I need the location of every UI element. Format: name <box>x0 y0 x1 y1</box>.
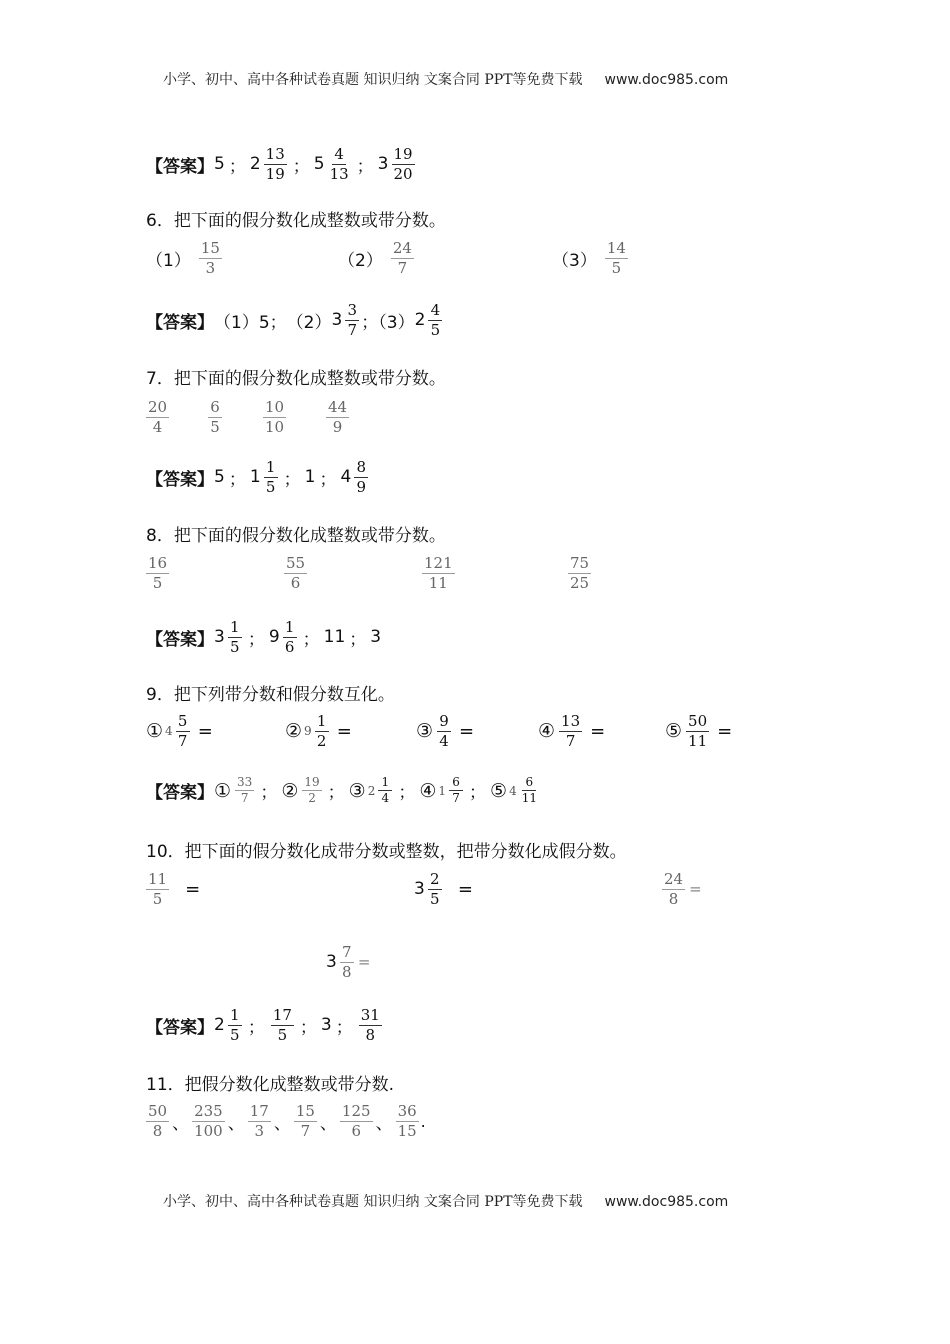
fraction <box>437 713 451 749</box>
page-footer <box>163 1191 728 1211</box>
answer-value: 11 <box>323 627 346 647</box>
item-label: （1） <box>146 250 191 271</box>
denominator: 11 <box>521 791 537 806</box>
q10-item-3 <box>660 871 702 907</box>
fraction <box>392 146 415 182</box>
denominator: 15 <box>397 1121 417 1140</box>
whole-part: 2 <box>214 1015 225 1035</box>
fraction <box>345 302 359 338</box>
fraction <box>192 1103 225 1139</box>
numerator: 4 <box>332 146 346 165</box>
whole-part: 4 <box>165 724 173 738</box>
answer-tag: 【答案】 <box>146 783 214 804</box>
denominator: 5 <box>277 1025 288 1044</box>
numerator: 44 <box>328 398 348 416</box>
answer-q8 <box>146 619 381 655</box>
denominator: 2 <box>308 791 316 806</box>
equals-sign: = <box>459 720 475 742</box>
question-8-title: 8．把下面的假分数化成整数或带分数。 <box>146 526 446 546</box>
denominator: 3 <box>205 258 216 277</box>
separator: ； <box>469 783 487 804</box>
whole-part: 2 <box>414 310 426 330</box>
denominator: 8 <box>342 962 352 981</box>
numerator: 24 <box>392 239 412 257</box>
enumeration-comma: 、 <box>273 1113 291 1134</box>
separator: ； <box>292 156 310 177</box>
separator: ； <box>398 783 416 804</box>
fraction <box>340 1103 373 1139</box>
fraction <box>302 776 321 805</box>
fraction <box>271 1007 294 1043</box>
separator: ； <box>228 156 246 177</box>
denominator: 6 <box>351 1121 362 1140</box>
footer-url[interactable]: www.doc985.com <box>604 1194 729 1210</box>
answer-q9 <box>146 776 541 805</box>
answer-q10 <box>146 1007 384 1043</box>
header-text: 小学、初中、高中各种试卷真题 知识归纳 文案合同 PPT等免费下载 <box>163 72 583 88</box>
whole-part: 4 <box>509 783 517 798</box>
fraction <box>340 944 354 980</box>
numerator: 15 <box>200 239 220 257</box>
numerator: 14 <box>606 239 626 257</box>
denominator: 8 <box>152 1121 163 1140</box>
numerator: 7 <box>340 944 354 963</box>
denominator: 5 <box>152 573 163 592</box>
numerator: 15 <box>295 1102 315 1120</box>
q9-item-1 <box>146 713 213 749</box>
footer-text: 小学、初中、高中各种试卷真题 知识归纳 文案合同 PPT等免费下载 <box>163 1194 583 1210</box>
q11-items <box>144 1103 426 1139</box>
fraction <box>176 713 190 749</box>
whole-part: 2 <box>249 154 261 174</box>
fraction <box>264 146 287 182</box>
whole-part: 3 <box>377 154 389 174</box>
separator: ； <box>327 783 345 804</box>
fraction <box>228 619 242 655</box>
mixed-number <box>250 459 280 495</box>
numerator: 5 <box>176 713 190 732</box>
numerator: 10 <box>265 398 285 416</box>
equals-sign: = <box>717 720 733 742</box>
numerator: 17 <box>249 1102 269 1120</box>
denominator: 9 <box>356 477 367 496</box>
equals-sign: = <box>357 953 371 971</box>
answer-value: 1 <box>304 467 316 487</box>
q9-item-2 <box>285 713 352 749</box>
numerator: 50 <box>688 712 708 730</box>
q6-item-1 <box>146 240 224 276</box>
whole-part: 3 <box>331 310 343 330</box>
denominator: 11 <box>688 731 708 750</box>
answer-value: 5 <box>214 467 225 487</box>
fraction <box>520 776 539 805</box>
enumeration-comma: 、 <box>227 1113 245 1134</box>
q10-item-4 <box>326 944 370 980</box>
numerator: 55 <box>286 554 306 572</box>
enumeration-comma: 、 <box>319 1113 337 1134</box>
fraction <box>422 555 455 591</box>
denominator: 13 <box>329 164 349 183</box>
fraction <box>378 776 392 805</box>
q6-item-2 <box>338 240 416 276</box>
q10-item-1 <box>144 871 200 907</box>
denominator: 25 <box>570 573 590 592</box>
answer-value: 3 <box>320 1015 332 1035</box>
numerator: 1 <box>228 619 242 638</box>
fraction <box>605 240 628 276</box>
circled-number: ② <box>285 720 303 742</box>
item-label: （3） <box>552 250 597 271</box>
denominator: 5 <box>611 258 622 277</box>
whole-part: 3 <box>326 952 337 972</box>
fraction <box>208 399 222 435</box>
whole-part: 9 <box>304 724 312 738</box>
circled-number: ⑤ <box>665 720 683 742</box>
denominator: 5 <box>152 889 163 908</box>
answer-tag: 【答案】 <box>146 469 214 490</box>
circled-number: ① <box>214 779 232 802</box>
denominator: 10 <box>265 417 285 436</box>
question-6-title: 6．把下面的假分数化成整数或带分数。 <box>146 211 446 231</box>
whole-part: 4 <box>340 467 352 487</box>
denominator: 6 <box>290 573 301 592</box>
whole-part: 5 <box>313 154 325 174</box>
circled-number: ④ <box>419 779 437 802</box>
answer-q5 <box>146 146 417 182</box>
fraction <box>449 776 463 805</box>
fraction <box>235 776 254 805</box>
denominator: 7 <box>300 1121 311 1140</box>
q10-item-2 <box>414 871 473 907</box>
item-label: （2） <box>338 250 383 271</box>
fraction <box>199 240 222 276</box>
fraction <box>263 399 286 435</box>
numerator: 4 <box>428 302 442 321</box>
numerator: 6 <box>522 776 536 791</box>
mixed-number <box>314 146 353 182</box>
denominator: 2 <box>316 731 327 750</box>
equals-sign: = <box>336 720 352 742</box>
mixed-number <box>214 619 244 655</box>
denominator: 3 <box>254 1121 265 1140</box>
numerator: 36 <box>397 1102 417 1120</box>
numerator: 1 <box>315 713 329 732</box>
mixed-number <box>340 459 370 495</box>
enumeration-comma: 、 <box>375 1113 393 1134</box>
fraction <box>662 871 685 907</box>
circled-number: ① <box>146 720 164 742</box>
answer-q6 <box>146 302 444 338</box>
q6-item-3 <box>552 240 630 276</box>
separator: ； <box>247 1017 265 1038</box>
fraction <box>146 871 169 907</box>
fraction <box>326 399 349 435</box>
fraction <box>315 713 329 749</box>
denominator: 7 <box>177 731 188 750</box>
equals-sign: = <box>197 720 213 742</box>
numerator: 24 <box>664 870 684 888</box>
separator: ； <box>356 156 374 177</box>
answer-tag: 【答案】 <box>146 629 214 650</box>
numerator: 75 <box>570 554 590 572</box>
whole-part: 3 <box>214 627 225 647</box>
equals-sign: = <box>457 878 473 900</box>
whole-part: 1 <box>249 467 261 487</box>
answer-tag: 【答案】 <box>146 1017 214 1038</box>
equals-sign: = <box>185 878 201 900</box>
mixed-number <box>214 1007 244 1043</box>
numerator: 13 <box>265 145 285 163</box>
denominator: 19 <box>265 164 285 183</box>
whole-part: 9 <box>268 627 280 647</box>
numerator: 1 <box>283 619 297 638</box>
circled-number: ④ <box>538 720 556 742</box>
fraction <box>428 871 442 907</box>
equals-sign: = <box>590 720 606 742</box>
denominator: 5 <box>430 889 440 908</box>
question-7-title: 7．把下面的假分数化成整数或带分数。 <box>146 369 446 389</box>
numerator: 125 <box>341 1102 371 1120</box>
circled-number: ③ <box>416 720 434 742</box>
numerator: 9 <box>437 713 451 732</box>
denominator: 20 <box>393 164 413 183</box>
denominator: 100 <box>194 1121 223 1140</box>
numerator: 121 <box>424 554 453 572</box>
denominator: 7 <box>565 731 576 750</box>
fraction <box>294 1103 317 1139</box>
separator: ； <box>247 629 265 650</box>
numerator: 19 <box>302 776 321 791</box>
denominator: 7 <box>397 258 408 277</box>
answer-tag: 【答案】 <box>146 156 214 177</box>
fraction <box>264 459 278 495</box>
separator: ； <box>335 1017 353 1038</box>
mixed-number <box>331 302 361 338</box>
separator: ； <box>299 1017 317 1038</box>
separator: ； <box>228 469 246 490</box>
mixed-number <box>269 619 299 655</box>
numerator: 8 <box>354 459 368 478</box>
question-10-title: 10．把下面的假分数化成带分数或整数，把带分数化成假分数。 <box>146 842 627 862</box>
fraction <box>568 555 591 591</box>
answer-part: ；（3） <box>361 312 415 333</box>
denominator: 5 <box>430 320 441 339</box>
numerator: 16 <box>148 554 168 572</box>
denominator: 8 <box>668 889 679 908</box>
denominator: 4 <box>152 417 163 436</box>
fraction <box>283 619 297 655</box>
equals-sign: = <box>689 880 702 898</box>
denominator: 4 <box>381 791 390 806</box>
fraction <box>284 555 307 591</box>
circled-number: ② <box>281 779 299 802</box>
denominator: 5 <box>230 637 240 656</box>
answer-part: （2） <box>286 312 332 333</box>
fraction <box>328 146 351 182</box>
fraction <box>359 1007 382 1043</box>
separator: ； <box>302 629 320 650</box>
page-header <box>163 69 728 89</box>
numerator: 235 <box>194 1102 223 1120</box>
denominator: 4 <box>439 731 449 750</box>
numerator: 1 <box>264 459 278 478</box>
circled-number: ⑤ <box>490 779 508 802</box>
separator: ； <box>283 469 301 490</box>
denominator: 5 <box>210 417 220 436</box>
q9-item-4 <box>538 713 605 749</box>
numerator: 33 <box>235 776 254 791</box>
denominator: 9 <box>332 417 343 436</box>
denominator: 8 <box>365 1025 376 1044</box>
fraction <box>354 459 368 495</box>
fraction <box>228 1007 242 1043</box>
numerator: 13 <box>561 712 581 730</box>
answer-tag: 【答案】 <box>146 312 214 333</box>
mixed-number <box>415 302 445 338</box>
fraction <box>146 555 169 591</box>
numerator: 1 <box>378 776 392 791</box>
denominator: 5 <box>265 477 276 496</box>
answer-value: 3 <box>370 627 382 647</box>
denominator: 11 <box>428 573 448 592</box>
fraction <box>396 1103 419 1139</box>
fraction <box>391 240 414 276</box>
question-9-title: 9．把下列带分数和假分数互化。 <box>146 685 395 705</box>
denominator: 7 <box>240 791 249 806</box>
fraction <box>146 399 169 435</box>
whole-part: 1 <box>438 783 447 798</box>
numerator: 50 <box>148 1102 168 1120</box>
fraction <box>248 1103 271 1139</box>
q9-item-3 <box>416 713 474 749</box>
denominator: 6 <box>284 637 295 656</box>
numerator: 19 <box>393 145 413 163</box>
answer-part: （1）5； <box>214 312 287 333</box>
mixed-number <box>378 146 417 182</box>
separator: ； <box>349 629 367 650</box>
numerator: 31 <box>360 1006 380 1024</box>
numerator: 1 <box>228 1007 242 1026</box>
numerator: 6 <box>449 776 463 791</box>
numerator: 6 <box>208 399 222 418</box>
fraction <box>559 713 582 749</box>
separator: ； <box>260 783 278 804</box>
question-11-title: 11．把假分数化成整数或带分数. <box>146 1075 395 1095</box>
fraction <box>428 302 442 338</box>
answer-q7 <box>146 459 370 495</box>
numerator: 20 <box>148 398 168 416</box>
whole-part: 2 <box>367 783 376 798</box>
fraction <box>686 713 709 749</box>
answer-value: 5 <box>214 154 225 174</box>
numerator: 17 <box>272 1006 292 1024</box>
fraction <box>146 1103 169 1139</box>
q9-item-5 <box>665 713 732 749</box>
denominator: 5 <box>230 1025 240 1044</box>
numerator: 3 <box>345 302 359 321</box>
enumeration-comma: 、 <box>172 1113 190 1134</box>
denominator: 7 <box>452 791 460 806</box>
header-url[interactable]: www.doc985.com <box>604 72 729 88</box>
circled-number: ③ <box>348 779 366 802</box>
end-period: . <box>420 1111 426 1131</box>
denominator: 7 <box>347 320 358 339</box>
mixed-number <box>250 146 289 182</box>
whole-part: 3 <box>414 879 425 899</box>
numerator: 11 <box>148 870 168 888</box>
numerator: 2 <box>428 871 442 890</box>
separator: ； <box>319 469 337 490</box>
